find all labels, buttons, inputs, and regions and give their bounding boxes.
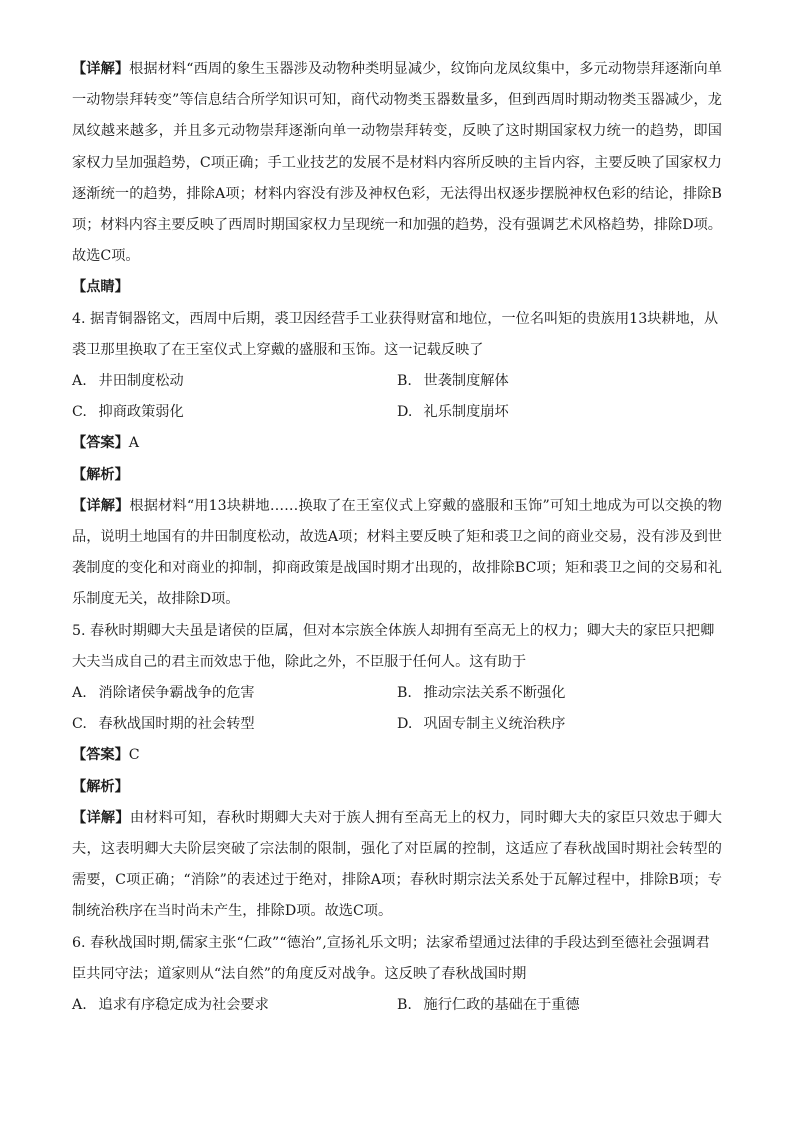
section-tag: 【详解】 [72, 61, 130, 77]
question-stem: 6. 春秋战国时期,儒家主张“仁政”“德治”,宣扬礼乐文明；法家希望通过法律的手段达到至德社会强调君臣共同守法；道家则从“法自然”的角度反对战争。这反映了春秋战国时期 [72, 934, 710, 982]
paragraph-text: 由材料可知，春秋时期卿大夫对于族人拥有至高无上的权力，同时卿大夫的家臣只效忠于卿大夫，这表明卿大夫阶层突破了宗法制的限制，强化了对臣属的控制，这适应了春秋战国时期社会转型的需要，C项正确；“消除”的表述过于绝对，排除A项；春秋时期宗法关系处于瓦解过程中，排除B项；专制统治秩序在当时尚未产生，排除D项。故选C项。 [72, 809, 722, 920]
section-tag: 【解析】 [72, 778, 129, 795]
option-text: 推动宗法关系不断强化 [419, 685, 566, 702]
option-letter: A. [72, 685, 87, 702]
paragraph [72, 803, 722, 928]
option-text: 巩固专制主义统治秩序 [419, 716, 566, 733]
section-tag: 【解析】 [72, 466, 129, 483]
option-letter: A. [72, 373, 87, 390]
section-tag: 【答案】 [72, 435, 129, 452]
paragraph [72, 740, 722, 771]
answer-option [397, 366, 722, 397]
section-tag: 【详解】 [72, 809, 130, 826]
option-text: 消除诸侯争霸战争的危害 [94, 685, 255, 702]
option-text: 井田制度松动 [94, 373, 184, 390]
option-text: 礼乐制度崩坏 [419, 404, 509, 421]
answer-option [397, 709, 722, 740]
option-letter: C. [72, 716, 87, 733]
option-text: 世袭制度解体 [419, 373, 509, 390]
paragraph-text: A [128, 435, 140, 452]
option-letter: B. [397, 373, 412, 390]
section-tag: 【点睛】 [72, 279, 129, 296]
answer-options [72, 990, 722, 1021]
section-tag: 【答案】 [72, 747, 129, 764]
answer-option [72, 397, 397, 428]
paragraph [72, 491, 722, 616]
answer-option [397, 990, 722, 1021]
answer-option [72, 709, 397, 740]
document-page [72, 54, 722, 1021]
paragraph-text: C [128, 747, 140, 764]
question-stem: 5. 春秋时期卿大夫虽是诸侯的臣属，但对本宗族全体族人却拥有至高无上的权力；卿大夫的家臣只把卿大夫当成自己的君主而效忠于他，除此之外，不臣服于任何人。这有助于 [72, 622, 715, 670]
answer-options [72, 366, 722, 428]
answer-option [72, 678, 397, 709]
paragraph-text: 根据材料“西周的象生玉器涉及动物种类明显减少，纹饰向龙凤纹集中，多元动物崇拜逐渐向单一动物崇拜转变”等信息结合所学知识可知，商代动物类玉器数量多，但到西周时期动物类玉器减少，龙凤纹越来越多，并且多元动物崇拜逐渐向单一动物崇拜转变，反映了这时期国家权力统一的趋势，即国家权力呈加强趋势，C项正确；手工业技艺的发展不是材料内容所反映的主旨内容，主要反映了国家权力逐渐统一的趋势，排除A项；材料内容没有涉及神权色彩，无法得出权逐步摆脱神权色彩的结论，排除B项；材料内容主要反映了西周时期国家权力呈现统一和加强的趋势，没有强调艺术风格趋势，排除D项。故选C项。 [72, 61, 722, 265]
answer-option [397, 397, 722, 428]
question-stem: 4. 据青铜器铭文，西周中后期，裘卫因经营手工业获得财富和地位，一位名叫矩的贵族用13块耕地，从裘卫那里换取了在王室仪式上穿戴的盛服和玉饰。这一记载反映了 [72, 310, 719, 358]
option-letter: D. [397, 716, 413, 733]
option-text: 施行仁政的基础在于重德 [419, 997, 580, 1014]
section-tag: 【详解】 [72, 497, 130, 514]
option-text: 追求有序稳定成为社会要求 [94, 997, 269, 1014]
paragraph [72, 428, 722, 459]
paragraph-text: 根据材料“用13块耕地……换取了在王室仪式上穿戴的盛服和玉饰”可知土地成为可以交换的物品，说明土地国有的井田制度松动，故选A项；材料主要反映了矩和裘卫之间的商业交易，没有涉及到世袭制度的变化和对商业的抑制，抑商政策是战国时期才出现的，故排除BC项；矩和裘卫之间的交易和礼乐制度无关，故排除D项。 [72, 497, 722, 608]
option-letter: B. [397, 685, 412, 702]
option-text: 春秋战国时期的社会转型 [94, 716, 255, 733]
option-letter: C. [72, 404, 87, 421]
answer-options [72, 678, 722, 740]
answer-option [72, 366, 397, 397]
option-text: 抑商政策弱化 [94, 404, 184, 421]
option-letter: D. [397, 404, 413, 421]
option-letter: B. [397, 997, 412, 1014]
answer-option [397, 678, 722, 709]
option-letter: A. [72, 997, 87, 1014]
answer-option [72, 990, 397, 1021]
paragraph [72, 54, 722, 272]
